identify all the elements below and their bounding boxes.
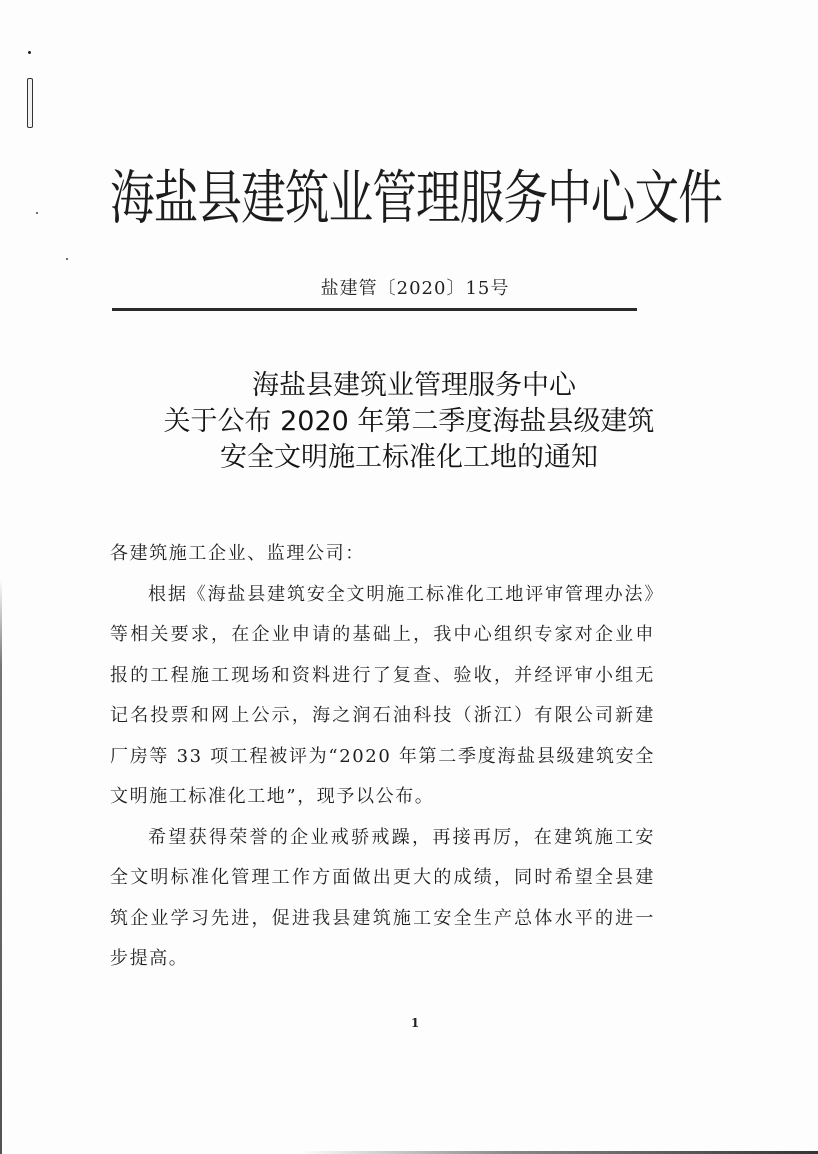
scan-speck: [28, 51, 31, 54]
notice-title-line: 海盐县建筑业管理服务中心: [252, 370, 576, 401]
page-number: 1: [410, 1016, 420, 1030]
scan-speck: [36, 212, 38, 214]
salutation: 各建筑施工企业、监理公司：: [110, 543, 365, 564]
scan-speck: [66, 258, 68, 260]
letterhead-issuer-title: 海盐县建筑业管理服务中心文件: [110, 164, 722, 233]
notice-body: [110, 534, 655, 980]
body-paragraph: 希望获得荣誉的企业戒骄戒躁，再接再厉，在建筑施工安全文明标准化管理工作方面做出更大的成绩，同时希望全县建筑企业学习先进，促进我县建筑施工安全生产总体水平的进一步提高。: [110, 826, 655, 969]
staple-mark: [27, 78, 33, 128]
notice-title: [0, 368, 818, 476]
notice-title-line: 安全文明施工标准化工地的通知: [220, 442, 598, 473]
letterhead-divider-rule: [112, 308, 637, 311]
notice-title-line: 关于公布 2020 年第二季度海盐县级建筑: [163, 406, 655, 437]
body-paragraph: 根据《海盐县建筑安全文明施工标准化工地评审管理办法》等相关要求，在企业申请的基础上，我中心组织专家对企业申报的工程施工现场和资料进行了复查、验收，并经评审小组无记名投票和网上公示，海之润石油科技（浙江）有限公司新建厂房等 33 项工程被评为“2020 年第二季度海盐县级建筑安全文明施工标准化工地”，现予以公布。: [110, 583, 655, 807]
document-number: 盐建管〔2020〕15号: [320, 278, 510, 299]
scan-edge-shadow: [0, 580, 2, 1154]
